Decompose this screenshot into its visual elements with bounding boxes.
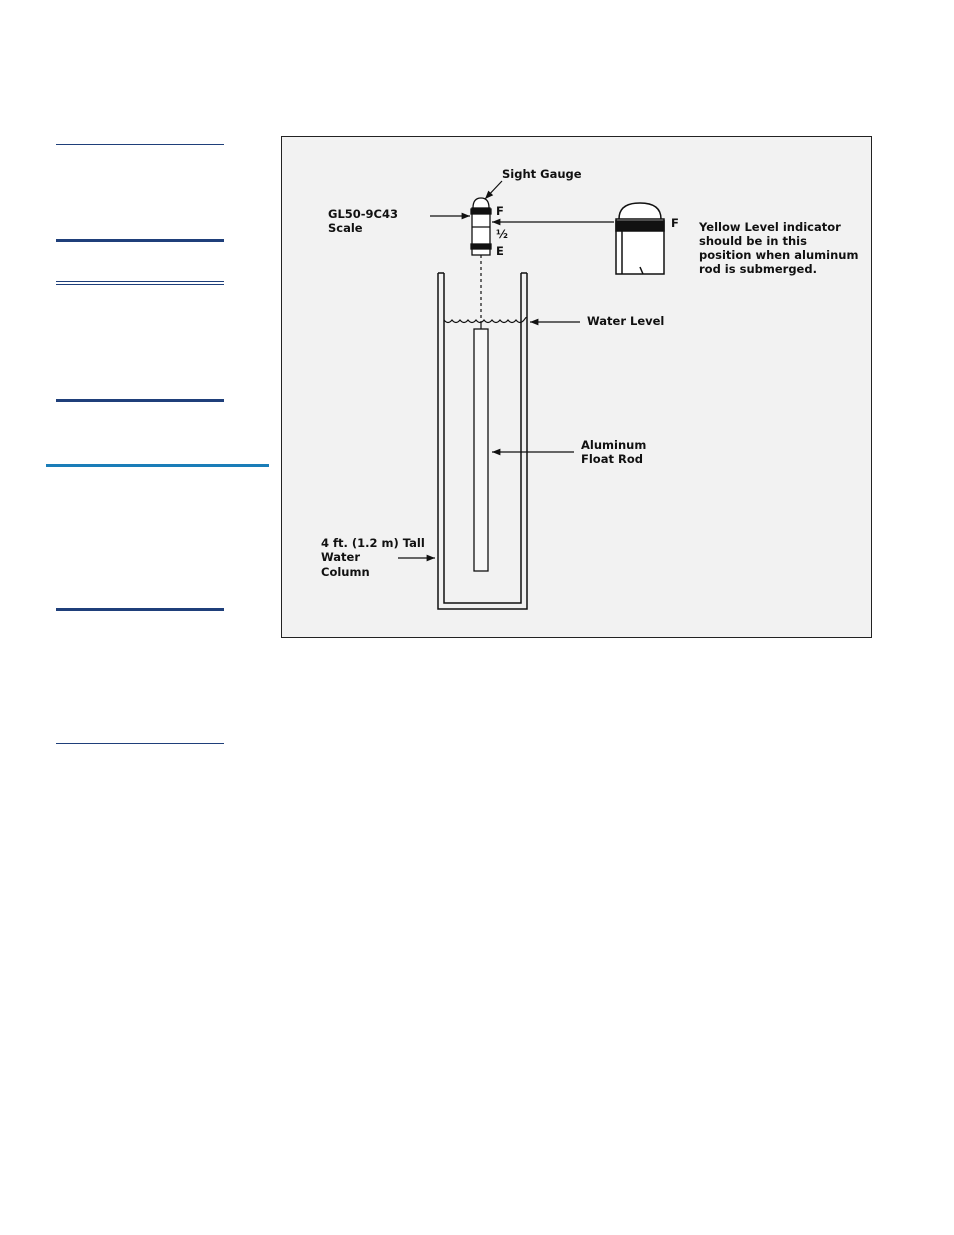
gauge-detail-view <box>616 203 664 274</box>
section-accent-rule <box>46 464 269 467</box>
label-column-line-3: Column <box>321 565 370 579</box>
margin-rule-2 <box>56 239 224 242</box>
label-scale: Scale <box>328 221 363 235</box>
note-line-3: position when aluminum <box>699 248 859 262</box>
note-line-4: rod is submerged. <box>699 262 817 276</box>
label-gauge-e: E <box>496 244 504 258</box>
note-line-2: should be in this <box>699 234 807 248</box>
label-detail-f: F <box>671 216 679 230</box>
aluminum-float-rod <box>474 329 488 571</box>
label-column-line-2: Water <box>321 550 361 564</box>
margin-rule-1 <box>56 144 224 145</box>
note-line-1: Yellow Level indicator <box>699 220 841 234</box>
water-column-figure <box>281 136 872 638</box>
label-rod-line-1: Aluminum <box>581 438 647 452</box>
label-rod-line-2: Float Rod <box>581 452 643 466</box>
margin-rule-6 <box>56 743 224 744</box>
margin-rule-4 <box>56 399 224 402</box>
label-gauge-half: ½ <box>496 227 508 241</box>
arrow-sight-gauge <box>485 181 502 199</box>
figure-drawing <box>282 137 873 639</box>
label-gauge-f: F <box>496 204 504 218</box>
sight-gauge <box>471 198 491 255</box>
label-model: GL50-9C43 <box>328 207 398 221</box>
label-water-level: Water Level <box>587 314 665 328</box>
margin-rule-5 <box>56 608 224 611</box>
water-surface <box>444 318 526 323</box>
label-column-line-1: 4 ft. (1.2 m) Tall <box>321 536 425 550</box>
margin-rule-3 <box>56 281 224 285</box>
label-sight-gauge: Sight Gauge <box>502 167 582 181</box>
